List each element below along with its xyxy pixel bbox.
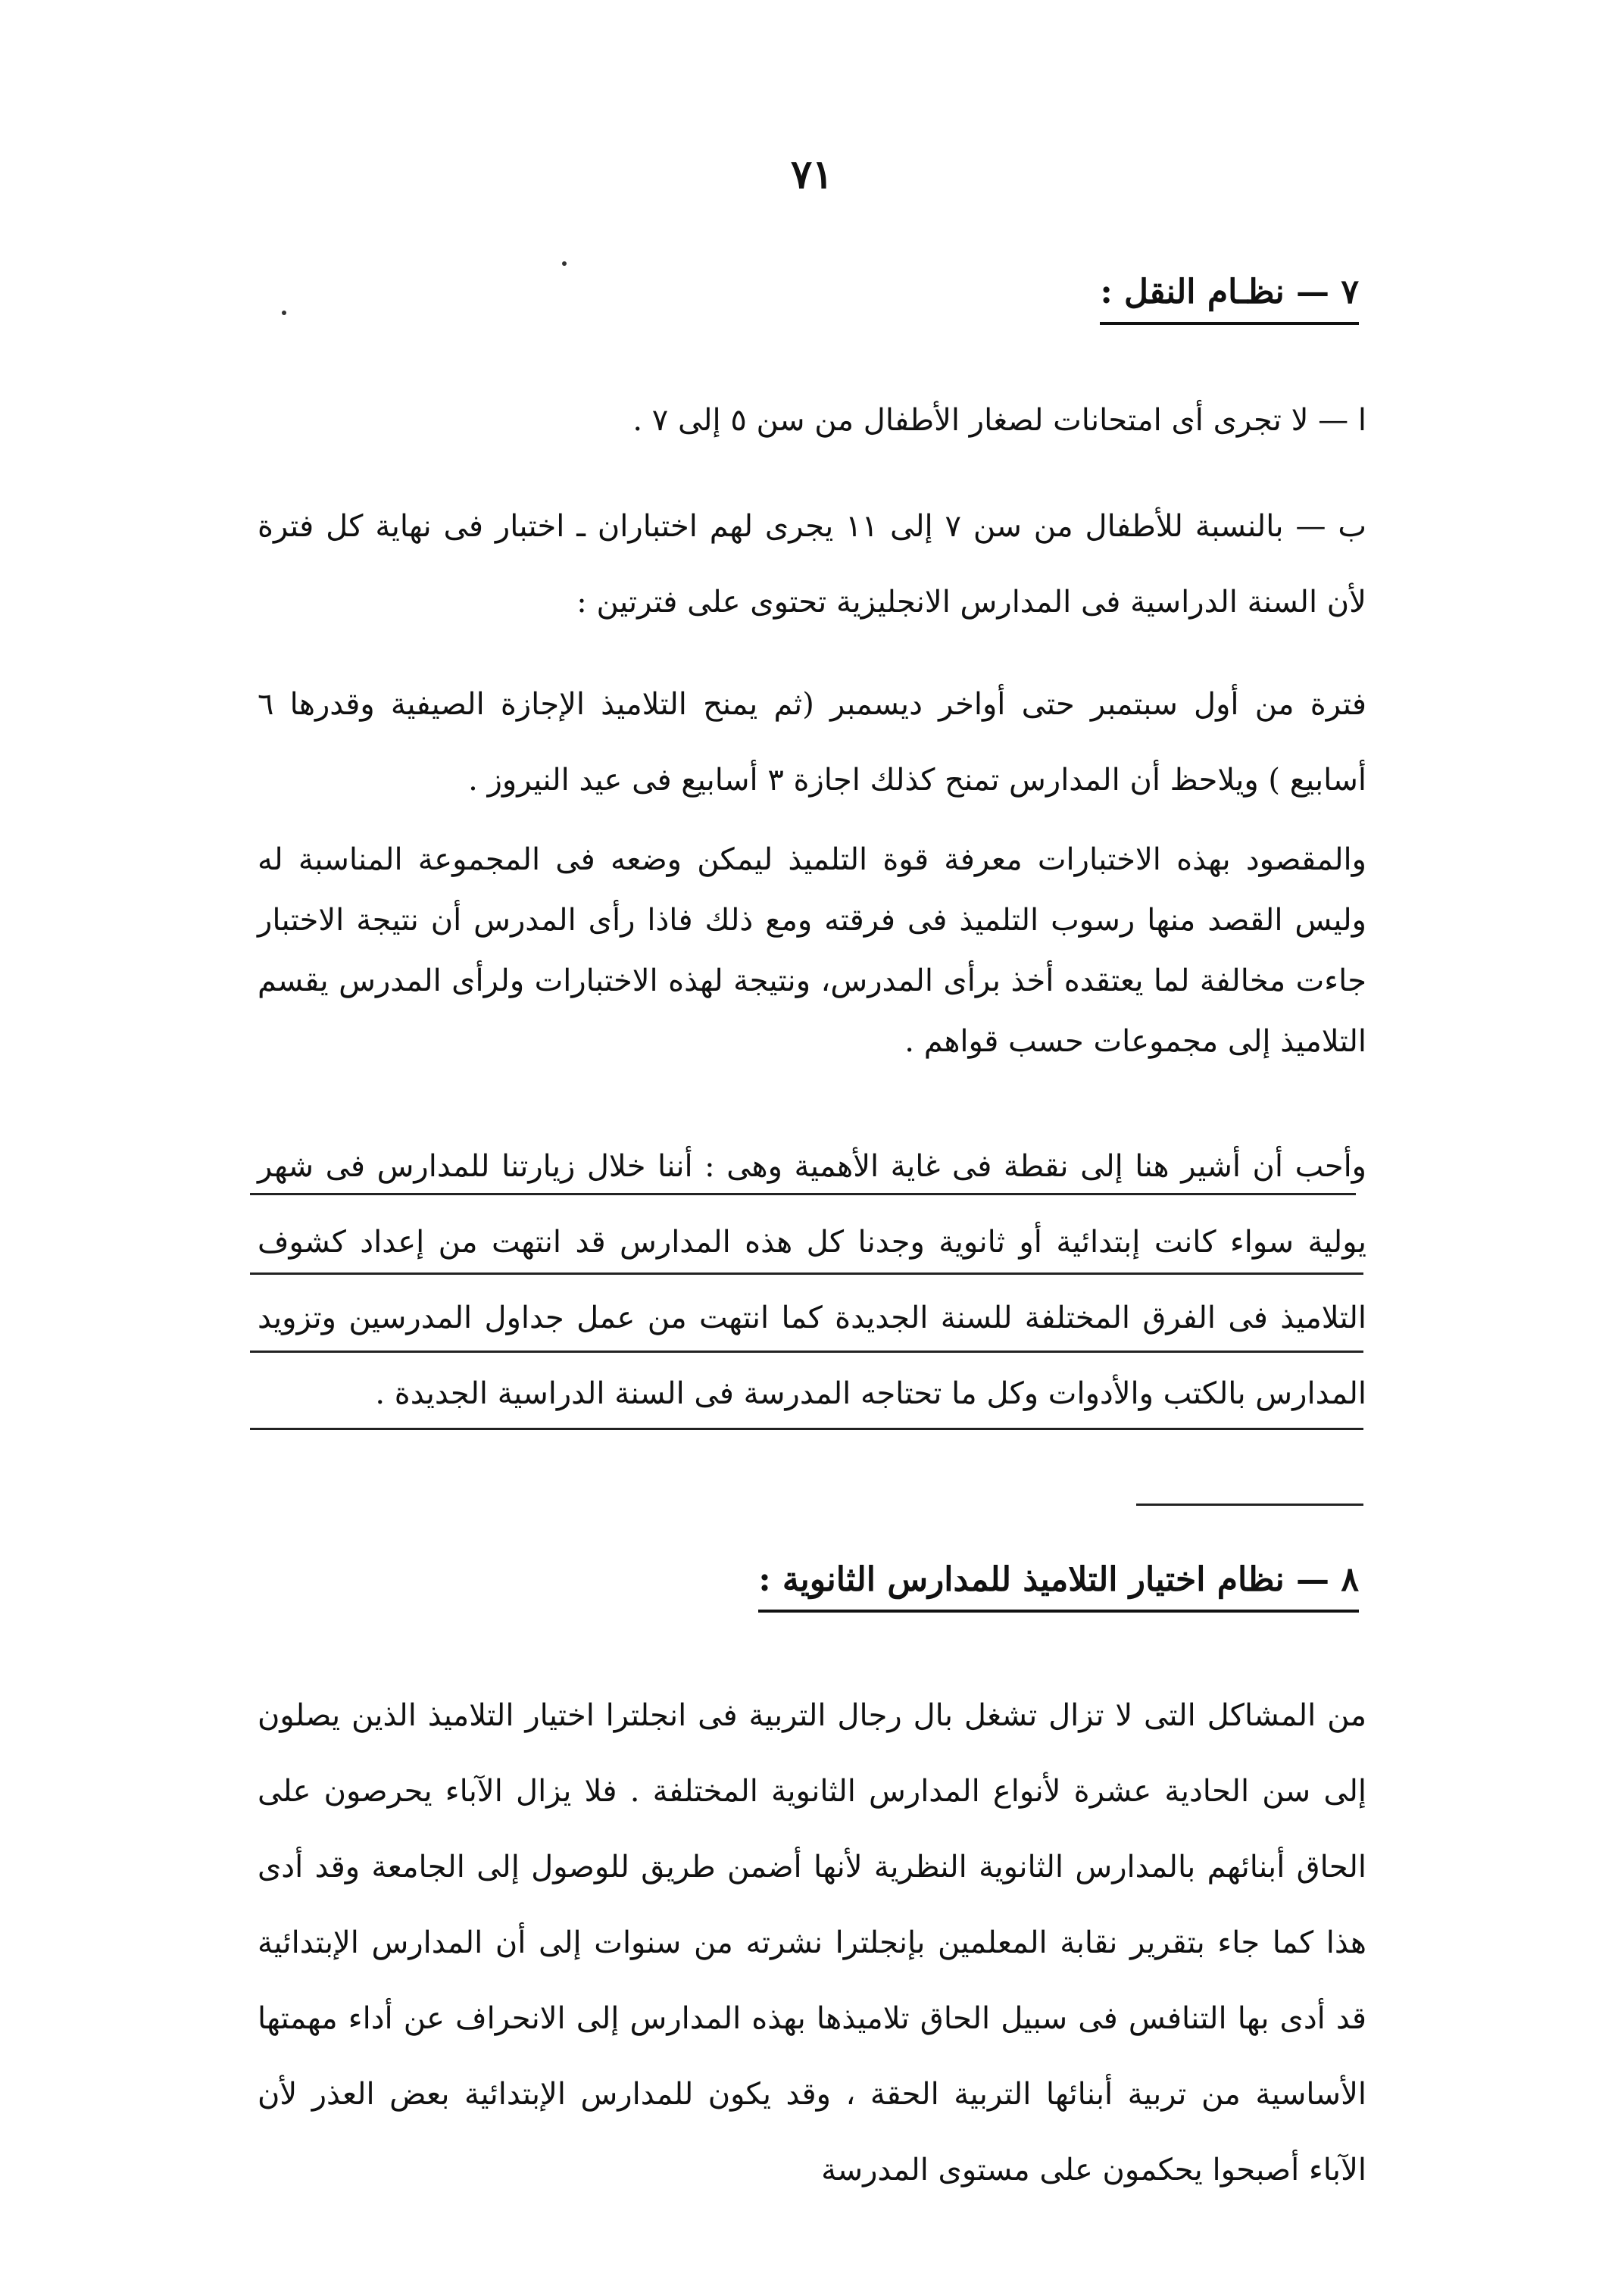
section-7-item-b: ب — بالنسبة للأطفال من سن ٧ إلى ١١ يجرى لهم اختباران ـ اختبار فى نهاية كل فترة لأن السنة الدراسية فى المدارس الانجليزية تحتوى على فترتين :	[258, 509, 1366, 620]
section-7-observation-paragraph: وأحب أن أشير هنا إلى نقطة فى غاية الأهمية وهى : أننا خلال زيارتنا للمدارس فى شهر يولية سواء كانت إبتدائية أو ثانوية وجدنا كل هذه المدارس قد انتهت من إعداد كشوف التلاميذ فى الفرق المختلفة للسنة الجديدة كما انتهت من عمل جداول المدرسين وتزويد المدارس بالكتب والأدوات وكل ما تحتاجه المدرسة فى السنة الدراسية الجديدة .	[258, 1149, 1366, 1411]
speck	[562, 261, 567, 266]
page-number: ٧١	[791, 151, 833, 198]
section-7-term-description: فترة من أول سبتمبر حتى أواخر ديسمبر (ثم يمنح التلاميذ الإجازة الصيفية وقدرها ٦ أسابيع ) ويلاحظ أن المدارس تمنح كذلك اجازة ٣ أسابيع فى عيد النيروز .	[258, 687, 1366, 798]
speck	[282, 311, 286, 315]
section-7-heading: ٧ — نظـام النقل :	[1100, 273, 1359, 325]
section-7-purpose-paragraph: والمقصود بهذه الاختبارات معرفة قوة التلميذ ليمكن وضعه فى المجموعة المناسبة له وليس القصد منها رسوب التلميذ فى فرقته ومع ذلك فاذا رأى المدرس أن نتيجة الاختبار جاءت مخالفة لما يعتقده أخذ برأى المدرس، ونتيجة لهذه الاختبارات ولرأى المدرس يقسم التلاميذ إلى مجموعات حسب قواهم .	[258, 842, 1366, 1059]
section-8-heading: ٨ — نظام اختيار التلاميذ للمدارس الثانوية :	[758, 1560, 1359, 1613]
pen-underline	[1136, 1504, 1363, 1506]
section-8-body-paragraph: من المشاكل التى لا تزال تشغل بال رجال التربية فى انجلترا اختيار التلاميذ الذين يصلون إلى سن الحادية عشرة لأنواع المدارس الثانوية المختلفة . فلا يزال الآباء يحرصون على الحاق أبنائهم بالمدارس الثانوية النظرية لأنها أضمن طريق للوصول إلى الجامعة وقد أدى هذا كما جاء بتقرير نقابة المعلمين بإنجلترا نشرته من سنوات إلى أن المدارس الإبتدائية قد أدى بها التنافس فى سبيل الحاق تلاميذها بهذه المدارس إلى الانحراف عن أداء مهمتها الأساسية من تربية أبنائها التربية الحقة ، وقد يكون للمدارس الإبتدائية بعض العذر لأن الآباء أصبحوا يحكمون على مستوى المدرسة	[258, 1698, 1366, 2187]
section-7-item-a: ا — لا تجرى أى امتحانات لصغار الأطفال من سن ٥ إلى ٧ .	[632, 403, 1366, 438]
